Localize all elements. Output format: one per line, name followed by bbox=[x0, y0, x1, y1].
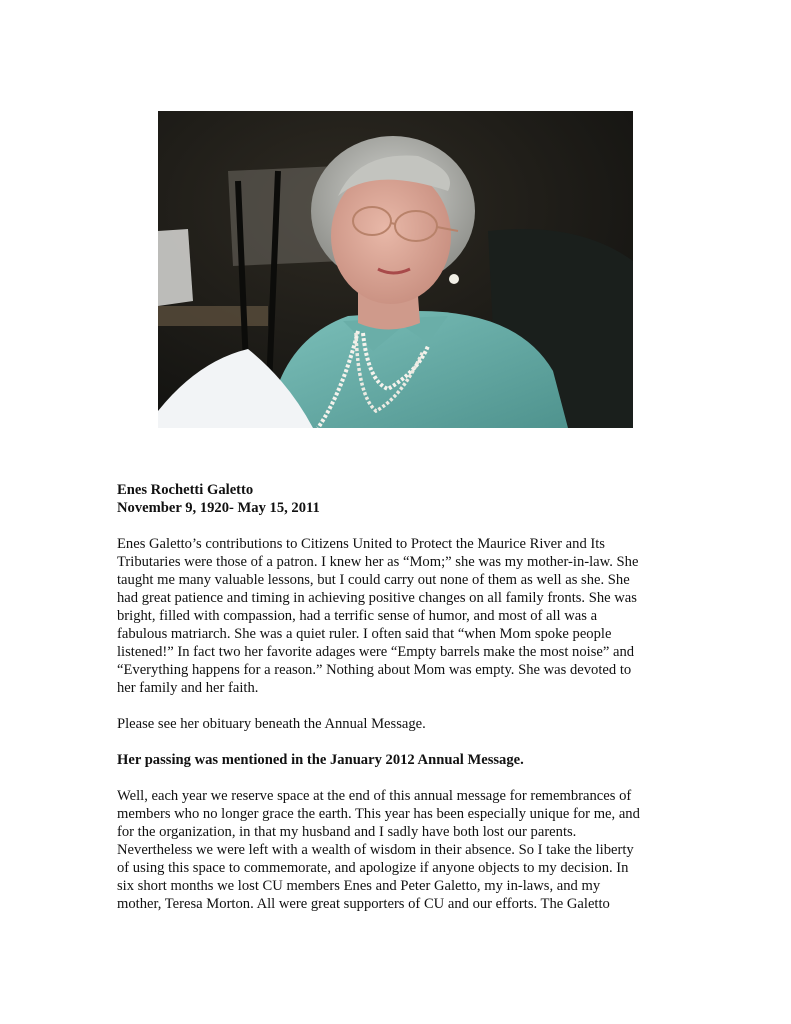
text-line: Nevertheless we were left with a wealth of wisdom in their absence. So I take the liberty bbox=[117, 842, 634, 858]
tablecloth-left bbox=[158, 229, 193, 306]
text-line: of using this space to commemorate, and apologize if anyone objects to my decision. In bbox=[117, 860, 629, 876]
obituary-header bbox=[117, 481, 687, 517]
text-line: fabulous matriarch. She was a quiet ruler. I often said that “when Mom spoke people bbox=[117, 626, 612, 642]
document-body bbox=[117, 481, 687, 913]
subheading-text: Her passing was mentioned in the January 2012 Annual Message. bbox=[117, 752, 524, 768]
text-line: bright, filled with compassion, had a terrific sense of humor, and most of all was a bbox=[117, 608, 598, 624]
text-line: mother, Teresa Morton. All were great supporters of CU and our efforts. The Galetto bbox=[117, 896, 610, 912]
portrait-illustration bbox=[158, 111, 633, 428]
text-line: taught me many valuable lessons, but I could carry out none of them as well as she. She bbox=[117, 572, 630, 588]
text-line: her family and her faith. bbox=[117, 680, 259, 696]
text-line: Well, each year we reserve space at the end of this annual message for remembrances of bbox=[117, 788, 632, 804]
obituary-note bbox=[117, 715, 687, 733]
annual-message-paragraph bbox=[117, 787, 687, 913]
text-line: six short months we lost CU members Enes and Peter Galetto, my in-laws, and my bbox=[117, 878, 601, 894]
text-line: for the organization, in that my husband and I sadly have both lost our parents. bbox=[117, 824, 577, 840]
section-subheading bbox=[117, 751, 687, 769]
text-line: members who no longer grace the earth. This year has been especially unique for me, and bbox=[117, 806, 640, 822]
pearl-earring bbox=[449, 274, 459, 284]
text-line: listened!” In fact two her favorite adages were “Empty barrels make the most noise” and bbox=[117, 644, 635, 660]
text-line: Tributaries were those of a patron. I knew her as “Mom;” she was my mother-in-law. She bbox=[117, 554, 639, 570]
text-line: “Everything happens for a reason.” Nothing about Mom was empty. She was devoted to bbox=[117, 662, 632, 678]
chair-seat bbox=[158, 306, 268, 326]
portrait-photo bbox=[158, 111, 633, 428]
text-line: had great patience and timing in achieving positive changes on all family fronts. She was bbox=[117, 590, 637, 606]
tribute-paragraph bbox=[117, 535, 687, 697]
text-line: Please see her obituary beneath the Annual Message. bbox=[117, 716, 426, 732]
life-dates: November 9, 1920- May 15, 2011 bbox=[117, 500, 320, 516]
text-line: Enes Galetto’s contributions to Citizens United to Protect the Maurice River and Its bbox=[117, 536, 605, 552]
person-name: Enes Rochetti Galetto bbox=[117, 482, 254, 498]
